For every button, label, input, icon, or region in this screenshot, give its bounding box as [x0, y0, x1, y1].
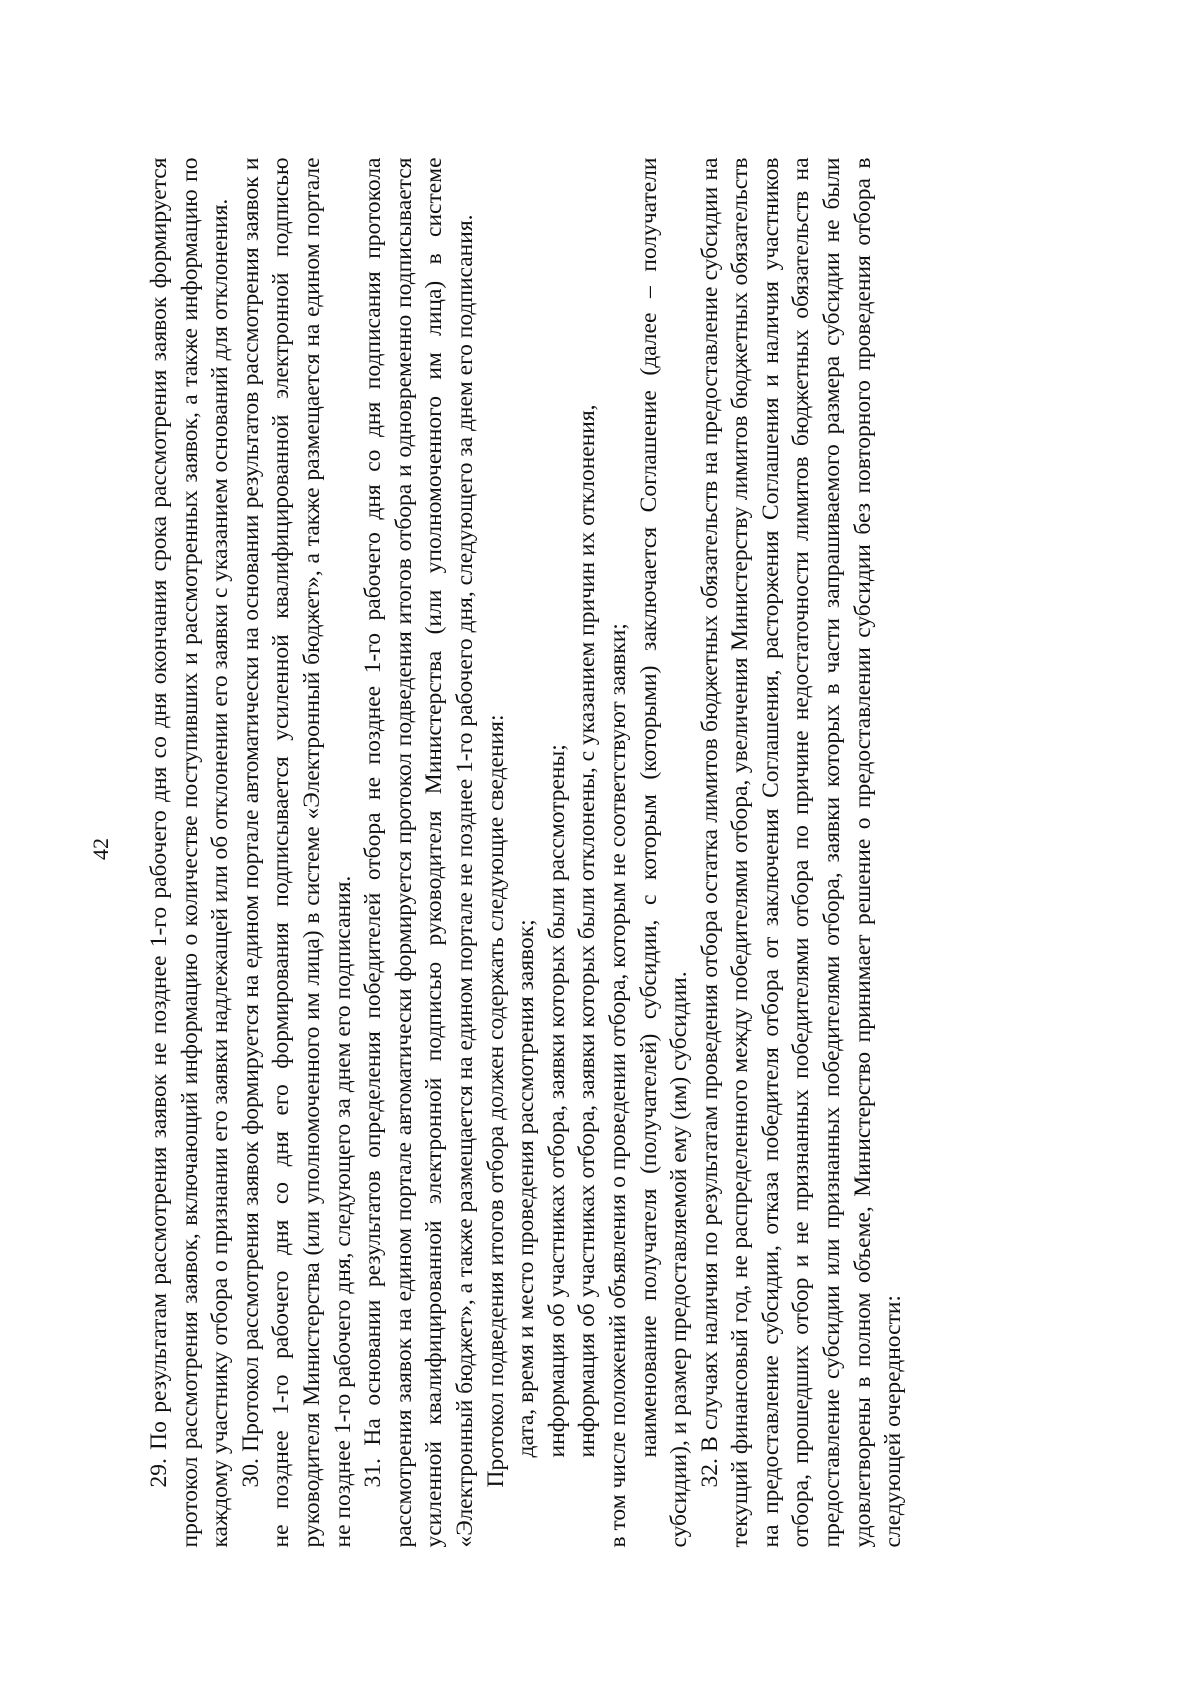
protocol-item-date: дата, время и место проведения рассмотрения заявок;	[513, 918, 540, 1457]
paragraph-32: 32. В случаях наличия по результатам проведения отбора остатка лимитов бюджетных обязательств на предоставление субсидии на текущий финансовый год, не распределенного между победителями отбора, увеличения Министерству лимитов бюджетных обязательств на предоставление субсидии, отказа победителя отбора от заключения Соглашения, расторжения Соглашения и наличия участников отбора, прошедших отбор и не признанных победителями отбора по причине недостаточности лимитов бюджетных обязательств на предоставление субсидии или признанных победителями отбора, заявки которых в части запрашиваемого размера субсидии не были удовлетворены в полном объеме, Министерство принимает решение о предоставлении субсидии без повторного проведения отбора в следующей очередности:	[696, 157, 907, 1547]
protocol-item-rejected-continuation: в том числе положений объявления о проведении отбора, которым не соответствуют заявки;	[604, 622, 631, 1547]
paragraph-29: 29. По результатам рассмотрения заявок не позднее 1-го рабочего дня со дня окончания срока рассмотрения заявок формируется протокол рассмотрения заявок, включающий информацию о количестве поступивших и рассмотренных заявок, а также информацию по каждому участнику отбора о признании его заявки надлежащей или об отклонении его заявки с указанием оснований для отклонения.	[146, 157, 234, 1547]
page-number: 42	[88, 837, 113, 860]
protocol-contents-intro: Протокол подведения итогов отбора должен содержать следующие сведения:	[482, 714, 509, 1487]
document-page	[60, 50, 1140, 1647]
protocol-item-recipients: наименование получателя (получателей) субсидии, с которым (которыми) заключается Соглашение (далее – получатели субсидии), и размер предоставляемой ему (им) субсидии.	[635, 157, 693, 1547]
document-body	[144, 157, 909, 1547]
paragraph-30: 30. Протокол рассмотрения заявок формируется на едином портале автоматически на основании результатов рассмотрения заявок и не позднее 1-го рабочего дня со дня его формирования подписывается усиленной квалифицированной электронной подписью руководителя Министерства (или уполномоченного им лица) в системе «Электронный бюджет», а также размещается на едином портале не позднее 1-го рабочего дня, следующего за днем его подписания.	[237, 157, 356, 1547]
paragraph-31: 31. На основании результатов определения победителей отбора не позднее 1-го рабочего дня со дня подписания протокола рассмотрения заявок на едином портале автоматически формируется протокол подведения итогов отбора и одновременно подписывается усиленной квалифицированной электронной подписью руководителя Министерства (или уполномоченного им лица) в системе «Электронный бюджет», а также размещается на едином портале не позднее 1-го рабочего дня, следующего за днем его подписания.	[360, 157, 478, 1547]
protocol-item-considered: информация об участниках отбора, заявки которых были рассмотрены;	[543, 743, 570, 1457]
protocol-item-rejected: информация об участниках отбора, заявки которых были отклонены, с указанием причин их отклонения,	[574, 403, 601, 1457]
